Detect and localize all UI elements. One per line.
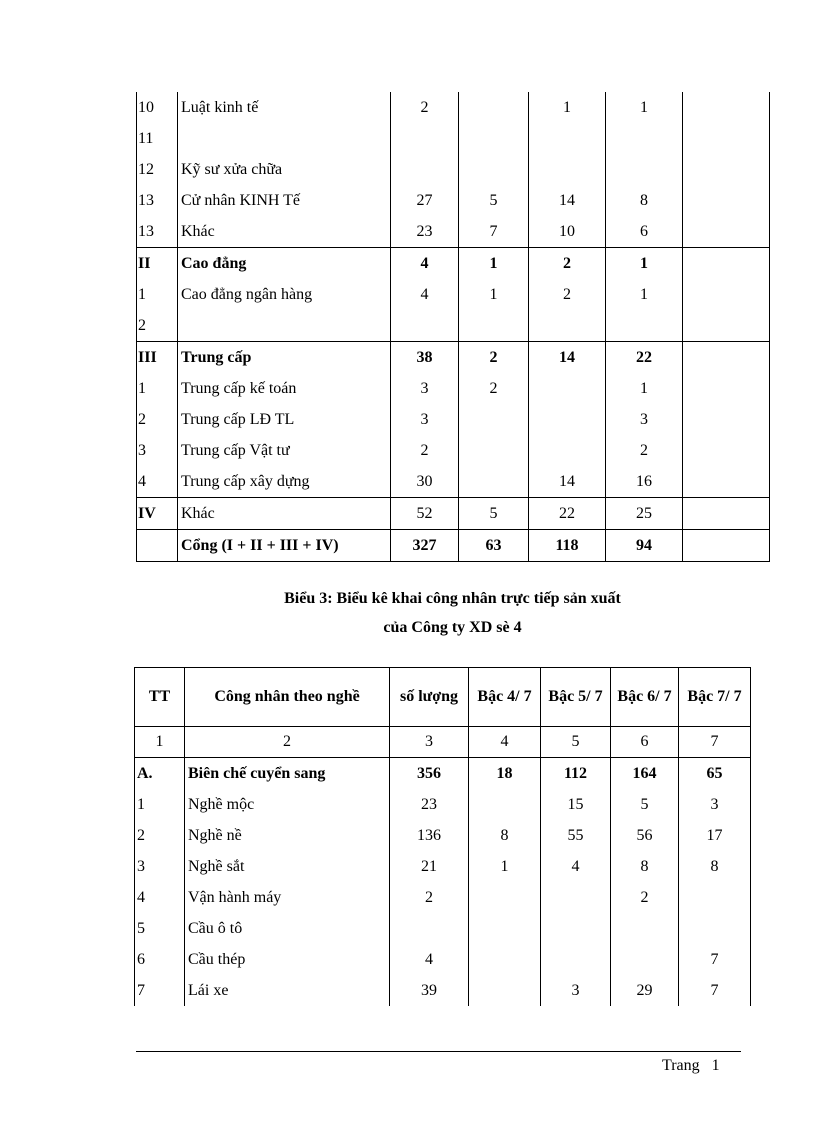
row-col7 <box>683 435 770 466</box>
table-row <box>135 789 751 820</box>
row-name: Trung cấp <box>178 342 391 374</box>
row-tt: 5 <box>135 913 185 944</box>
row-col7: 3 <box>679 789 751 820</box>
col-number: 1 <box>135 727 185 758</box>
row-col7 <box>683 310 770 342</box>
row-col7 <box>683 530 770 562</box>
row-col6 <box>611 944 679 975</box>
row-name: Khác <box>178 498 391 530</box>
table-row <box>135 913 751 944</box>
row-tt: 3 <box>137 435 178 466</box>
table-row <box>135 820 751 851</box>
row-col3: 4 <box>391 279 459 310</box>
table-row <box>137 279 770 310</box>
row-tt: 13 <box>137 216 178 248</box>
row-col4 <box>469 913 541 944</box>
row-col3: 3 <box>391 373 459 404</box>
row-col4: 8 <box>469 820 541 851</box>
header-occupation: Công nhân theo nghề <box>185 668 390 727</box>
row-name: Trung cấp xây dựng <box>178 466 391 498</box>
table-row-group-a <box>135 758 751 790</box>
row-col4: 18 <box>469 758 541 790</box>
row-col3: 2 <box>391 92 459 123</box>
row-col6: 1 <box>606 92 683 123</box>
row-col7 <box>683 404 770 435</box>
row-col7 <box>683 466 770 498</box>
row-col7 <box>683 216 770 248</box>
row-col4 <box>459 310 529 342</box>
row-tt: 1 <box>137 373 178 404</box>
row-col6: 16 <box>606 466 683 498</box>
row-col7 <box>679 882 751 913</box>
col-number: 6 <box>611 727 679 758</box>
row-col4: 5 <box>459 498 529 530</box>
row-name: Cầu ô tô <box>185 913 390 944</box>
row-col6: 1 <box>606 373 683 404</box>
row-col5 <box>529 123 606 154</box>
row-col5 <box>541 944 611 975</box>
row-name <box>178 123 391 154</box>
row-col3: 356 <box>390 758 469 790</box>
row-col7 <box>683 342 770 374</box>
row-col7 <box>683 154 770 185</box>
row-col3: 21 <box>390 851 469 882</box>
row-col5: 3 <box>541 975 611 1006</box>
row-tt: 4 <box>137 466 178 498</box>
row-col6: 5 <box>611 789 679 820</box>
row-col6: 94 <box>606 530 683 562</box>
row-col7: 7 <box>679 944 751 975</box>
row-col5: 55 <box>541 820 611 851</box>
row-col5 <box>529 435 606 466</box>
page-number: 1 <box>711 1057 720 1074</box>
row-col3: 136 <box>390 820 469 851</box>
row-col4 <box>469 975 541 1006</box>
row-tt: 11 <box>137 123 178 154</box>
header-quantity: số lượng <box>390 668 469 727</box>
row-col6: 56 <box>611 820 679 851</box>
col-number: 4 <box>469 727 541 758</box>
worker-skill-table <box>134 667 751 1006</box>
row-name: Cao đẳng <box>178 248 391 280</box>
table-row <box>137 435 770 466</box>
row-col5: 2 <box>529 248 606 280</box>
row-col5: 22 <box>529 498 606 530</box>
header-grade7: Bậc 7/ 7 <box>679 668 751 727</box>
row-col6: 22 <box>606 342 683 374</box>
row-col6: 1 <box>606 279 683 310</box>
row-col6 <box>611 913 679 944</box>
row-col3 <box>391 123 459 154</box>
col-number: 3 <box>390 727 469 758</box>
row-col6 <box>606 310 683 342</box>
row-col4 <box>459 435 529 466</box>
row-col5: 112 <box>541 758 611 790</box>
row-col4: 2 <box>459 342 529 374</box>
row-col3: 39 <box>390 975 469 1006</box>
row-tt: IV <box>137 498 178 530</box>
header-grade4: Bậc 4/ 7 <box>469 668 541 727</box>
row-col5 <box>529 310 606 342</box>
col-number: 2 <box>185 727 390 758</box>
row-col5: 118 <box>529 530 606 562</box>
header-tt: TT <box>135 668 185 727</box>
row-name: Cao đẳng ngân hàng <box>178 279 391 310</box>
row-tt: 12 <box>137 154 178 185</box>
footer-divider <box>136 1051 741 1052</box>
row-name: Cổng (I + II + III + IV) <box>178 530 391 562</box>
row-col5: 15 <box>541 789 611 820</box>
col-number: 7 <box>679 727 751 758</box>
row-col5: 10 <box>529 216 606 248</box>
row-col3: 30 <box>391 466 459 498</box>
table-caption-line1: Biểu 3: Biểu kê khai công nhân trực tiếp sản xuất <box>284 590 621 607</box>
row-name: Lái xe <box>185 975 390 1006</box>
row-name: Kỹ sư xửa chữa <box>178 154 391 185</box>
row-col5 <box>541 913 611 944</box>
table-header-row <box>135 668 751 727</box>
row-col5 <box>529 154 606 185</box>
table-row <box>135 944 751 975</box>
row-tt: 2 <box>135 820 185 851</box>
footer-label: Trang <box>662 1057 700 1074</box>
table-row <box>137 310 770 342</box>
row-col6: 29 <box>611 975 679 1006</box>
row-name: Trung cấp kế toán <box>178 373 391 404</box>
row-col3: 4 <box>390 944 469 975</box>
row-col7: 17 <box>679 820 751 851</box>
table-row-total <box>137 530 770 562</box>
row-tt: A. <box>135 758 185 790</box>
table-row <box>137 185 770 216</box>
row-col3: 327 <box>391 530 459 562</box>
row-col3 <box>391 154 459 185</box>
column-number-row <box>135 727 751 758</box>
row-col4 <box>469 944 541 975</box>
row-name: Vận hành máy <box>185 882 390 913</box>
row-col6: 25 <box>606 498 683 530</box>
row-col5 <box>541 882 611 913</box>
row-col7 <box>683 279 770 310</box>
row-col4: 2 <box>459 373 529 404</box>
row-col4: 7 <box>459 216 529 248</box>
table-row <box>137 123 770 154</box>
row-col3: 23 <box>391 216 459 248</box>
table-row <box>135 975 751 1006</box>
table-row <box>135 851 751 882</box>
row-col6 <box>606 154 683 185</box>
row-tt: 7 <box>135 975 185 1006</box>
row-name: Trung cấp LĐ TL <box>178 404 391 435</box>
row-col4: 63 <box>459 530 529 562</box>
row-col3: 2 <box>390 882 469 913</box>
row-tt: 1 <box>137 279 178 310</box>
table-row-group-ii <box>137 248 770 280</box>
row-col4 <box>469 882 541 913</box>
row-col3: 38 <box>391 342 459 374</box>
table-row <box>137 373 770 404</box>
row-name: Nghề sắt <box>185 851 390 882</box>
row-col7 <box>683 185 770 216</box>
row-col6: 164 <box>611 758 679 790</box>
table-row <box>137 404 770 435</box>
row-col4: 1 <box>459 248 529 280</box>
row-col7 <box>683 248 770 280</box>
row-col5: 14 <box>529 185 606 216</box>
row-name: Cử nhân KINH Tế <box>178 185 391 216</box>
row-name <box>178 310 391 342</box>
header-grade5: Bậc 5/ 7 <box>541 668 611 727</box>
page-footer <box>662 1057 720 1075</box>
row-name: Luật kinh tế <box>178 92 391 123</box>
table-row-group-iv <box>137 498 770 530</box>
row-col4 <box>459 92 529 123</box>
row-col5: 1 <box>529 92 606 123</box>
row-name: Khác <box>178 216 391 248</box>
row-col6: 8 <box>611 851 679 882</box>
row-tt: III <box>137 342 178 374</box>
row-col6: 2 <box>611 882 679 913</box>
row-col4: 1 <box>459 279 529 310</box>
row-name: Nghề mộc <box>185 789 390 820</box>
row-col5: 2 <box>529 279 606 310</box>
header-grade6: Bậc 6/ 7 <box>611 668 679 727</box>
row-col3: 23 <box>390 789 469 820</box>
row-tt: 13 <box>137 185 178 216</box>
row-col5 <box>529 373 606 404</box>
row-tt: 1 <box>135 789 185 820</box>
table-row <box>137 92 770 123</box>
row-col5: 14 <box>529 466 606 498</box>
row-col6: 3 <box>606 404 683 435</box>
row-col5: 14 <box>529 342 606 374</box>
row-tt: 10 <box>137 92 178 123</box>
row-col7: 7 <box>679 975 751 1006</box>
table-row-group-iii <box>137 342 770 374</box>
row-col3 <box>391 310 459 342</box>
row-col3: 4 <box>391 248 459 280</box>
row-col4: 5 <box>459 185 529 216</box>
row-col6: 6 <box>606 216 683 248</box>
row-col4: 1 <box>469 851 541 882</box>
row-col3 <box>390 913 469 944</box>
col-number: 5 <box>541 727 611 758</box>
row-col3: 27 <box>391 185 459 216</box>
row-col4 <box>459 404 529 435</box>
row-tt: 2 <box>137 310 178 342</box>
row-col4 <box>469 789 541 820</box>
row-col5: 4 <box>541 851 611 882</box>
row-col6: 8 <box>606 185 683 216</box>
row-name: Biên chế cuyển sang <box>185 758 390 790</box>
row-tt <box>137 530 178 562</box>
row-tt: 2 <box>137 404 178 435</box>
row-col7: 8 <box>679 851 751 882</box>
row-col6: 2 <box>606 435 683 466</box>
table-row <box>137 466 770 498</box>
table-row <box>137 216 770 248</box>
row-col3: 2 <box>391 435 459 466</box>
row-col7: 65 <box>679 758 751 790</box>
row-col4 <box>459 466 529 498</box>
row-name: Cầu thép <box>185 944 390 975</box>
row-tt: 3 <box>135 851 185 882</box>
staff-qualification-table <box>136 92 770 562</box>
row-col4 <box>459 123 529 154</box>
row-col7 <box>679 913 751 944</box>
row-tt: 6 <box>135 944 185 975</box>
table-row <box>137 154 770 185</box>
row-col6 <box>606 123 683 154</box>
row-tt: 4 <box>135 882 185 913</box>
table-row <box>135 882 751 913</box>
row-name: Nghề nề <box>185 820 390 851</box>
row-col3: 3 <box>391 404 459 435</box>
table-caption-line2: của Công ty XD sè 4 <box>383 619 522 636</box>
row-tt: II <box>137 248 178 280</box>
row-col7 <box>683 92 770 123</box>
row-col7 <box>683 123 770 154</box>
row-col3: 52 <box>391 498 459 530</box>
row-col7 <box>683 498 770 530</box>
row-col4 <box>459 154 529 185</box>
row-name: Trung cấp Vật tư <box>178 435 391 466</box>
row-col5 <box>529 404 606 435</box>
row-col6: 1 <box>606 248 683 280</box>
row-col7 <box>683 373 770 404</box>
